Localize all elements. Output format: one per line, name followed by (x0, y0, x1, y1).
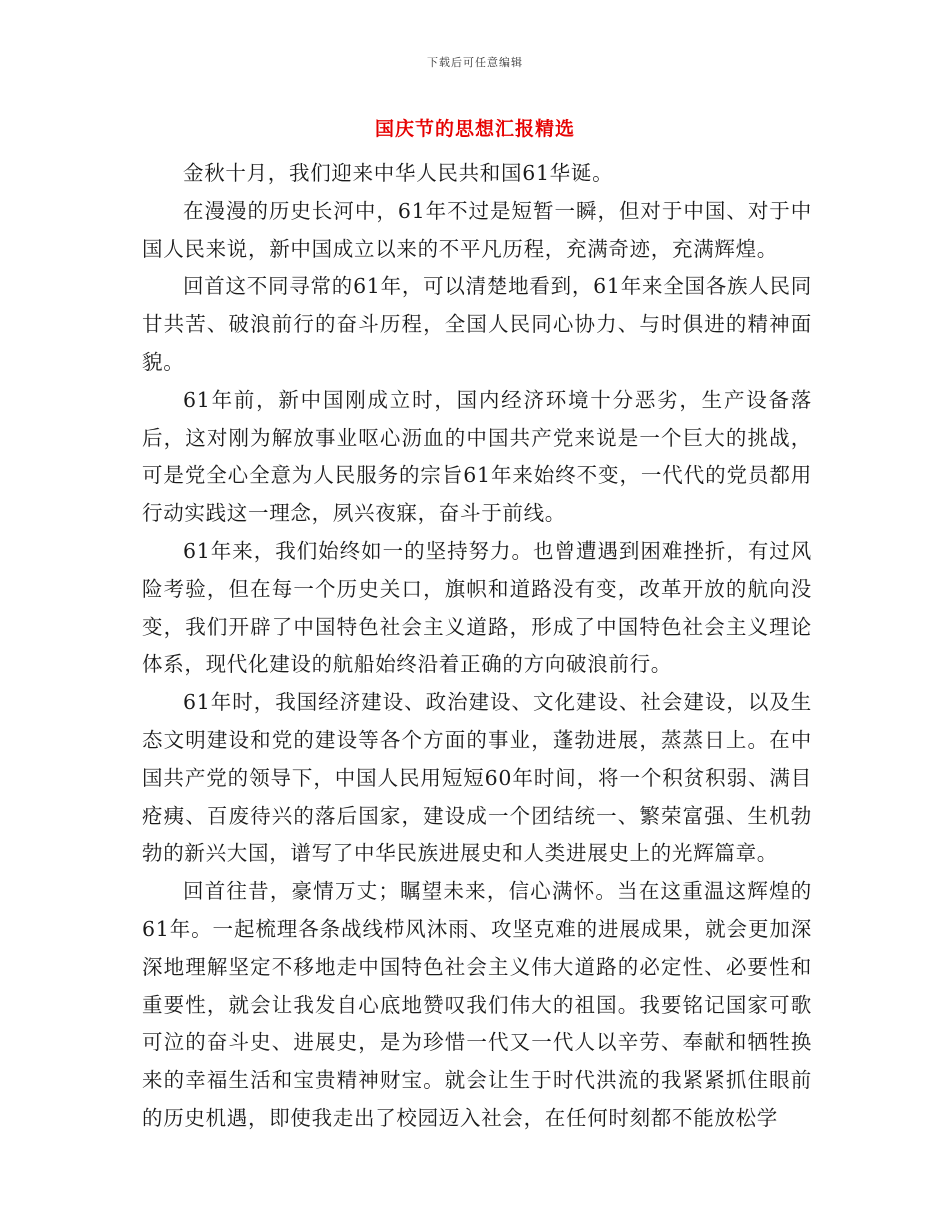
paragraph: 61年来，我们始终如一的坚持努力。也曾遭遇到困难挫折，有过风险考验，但在每一个历史关口，旗帜和道路没有变，改革开放的航向没变，我们开辟了中国特色社会主义道路，形成了中国特色社会主义理论体系，现代化建设的航船始终沿着正确的方向破浪前行。 (142, 538, 812, 677)
paragraph: 回首这不同寻常的61年，可以清楚地看到，61年来全国各族人民同甘共苦、破浪前行的奋斗历程，全国人民同心协力、与时俱进的精神面貌。 (142, 274, 812, 374)
paragraph: 61年时，我国经济建设、政治建设、文化建设、社会建设，以及生态文明建设和党的建设等各个方面的事业，蓬勃进展，蒸蒸日上。在中国共产党的领导下，中国人民用短短60年时间，将一个积贫积弱、满目疮痍、百废待兴的落后国家，建设成一个团结统一、繁荣富强、生机勃勃的新兴大国，谱写了中华民族进展史和人类进展史上的光辉篇章。 (142, 690, 812, 866)
paragraph: 在漫漫的历史长河中，61年不过是短暂一瞬，但对于中国、对于中国人民来说，新中国成立以来的不平凡历程，充满奇迹，充满辉煌。 (142, 198, 812, 261)
document-body (142, 155, 812, 1138)
document-title: 国庆节的思想汇报精选 (374, 118, 575, 140)
header-note: 下载后可任意编辑 (427, 56, 523, 69)
paragraph: 金秋十月，我们迎来中华人民共和国61华诞。 (183, 161, 614, 185)
paragraph: 61年前，新中国刚成立时，国内经济环境十分恶劣，生产设备落后，这对刚为解放事业呕心沥血的中国共产党来说是一个巨大的挑战，可是党全心全意为人民服务的宗旨61年来始终不变，一代代的党员都用行动实践这一理念，夙兴夜寐，奋斗于前线。 (142, 387, 812, 526)
paragraph: 回首往昔，豪情万丈；瞩望未来，信心满怀。当在这重温这辉煌的61年。一起梳理各条战线栉风沐雨、攻坚克难的进展成果，就会更加深深地理解坚定不移地走中国特色社会主义伟大道路的必定性、必要性和重要性，就会让我发自心底地赞叹我们伟大的祖国。我要铭记国家可歌可泣的奋斗史、进展史，是为珍惜一代又一代人以辛劳、奉献和牺牲换来的幸福生活和宝贵精神财宝。就会让生于时代洪流的我紧紧抓住眼前的历史机遇，即使我走出了校园迈入社会，在任何时刻都不能放松学 (142, 879, 812, 1130)
